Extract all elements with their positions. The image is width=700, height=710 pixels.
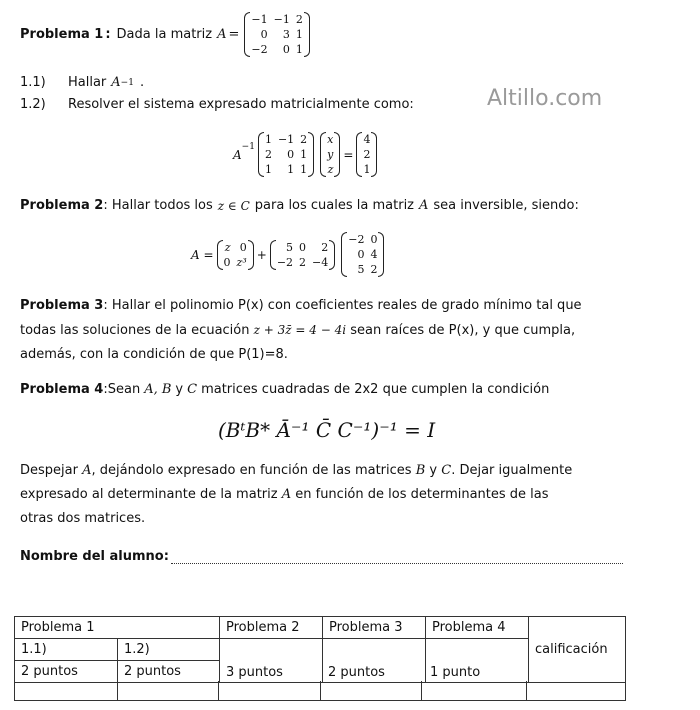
item-1-1: 1.1) Hallar A −1 . <box>20 75 145 90</box>
matrix-3x2: −2 0 0 4 5 2 <box>341 232 384 277</box>
problem-3-statement: Problema 3: Hallar el polinomio P(x) con coeficientes reales de grado mínimo tal que todas las soluciones de la ecuación z + 3z̄ = 4 − 4i sean raíces de P(x), y que cumpla, además, con la condición de que P(1)=8. <box>20 298 582 362</box>
rhs-vector: 4 2 1 <box>356 132 377 177</box>
header-problema-4: Problema 4 <box>426 617 529 639</box>
problem-3-title: Problema 3 <box>20 298 104 313</box>
student-name-line <box>20 548 623 566</box>
problem-4-instructions: Despejar A, dejándolo expresado en función de las matrices B y C. Dejar igualmente expresado al determinante de la matriz A en función de los determinantes de las otras dos matrices. <box>20 463 573 526</box>
points-p3: 2 puntos <box>328 665 385 680</box>
header-problema-2: Problema 2 <box>220 617 323 639</box>
points-p2: 3 puntos <box>226 665 283 680</box>
problem-2-equation: A = z 0 0 z³ + 5 0 2 −2 2 −4 −2 0 0 4 5 2 <box>191 232 387 277</box>
sub-1-2: 1.2) <box>118 639 220 661</box>
header-calificacion: calificación <box>529 617 626 683</box>
points-p4: 1 punto <box>430 665 481 680</box>
problem-4-formula: (BᵗB* Ā⁻¹ C̄ C⁻¹)⁻¹ = I <box>218 418 436 442</box>
problem-4-statement: Problema 4 :Sean A, B y C matrices cuadradas de 2x2 que cumplen la condición <box>20 382 550 397</box>
matrix-a: −1 −1 2 0 3 1 −2 0 1 <box>244 12 309 57</box>
problem-4-title: Problema 4 <box>20 382 104 397</box>
problem-2-statement: Problema 2 : Hallar todos los z ∈ C para los cuales la matriz A sea inversible, siendo: <box>20 198 579 213</box>
student-name-label: Nombre del alumno: <box>20 549 169 564</box>
table-row <box>15 617 626 639</box>
system-matrix: 1 −1 2 2 0 1 1 1 1 <box>258 132 314 177</box>
matrix-system: A $^{-1}$ 1 −1 2 2 0 1 1 1 1 x y z = 4 2 1 <box>233 132 380 177</box>
header-problema-3: Problema 3 <box>323 617 426 639</box>
problem-1-title: Problema 1 <box>20 26 104 42</box>
problem-1-statement: Problema 1 : Dada la matriz A = −1 −1 2 0 3 1 −2 0 1 <box>20 12 313 57</box>
sub-1-1: 1.1) <box>15 639 118 661</box>
unknowns-vector: x y z <box>320 132 340 177</box>
z-matrix: z 0 0 z³ <box>217 240 254 270</box>
matrix-2x3: 5 0 2 −2 2 −4 <box>270 240 335 270</box>
points-1-2: 2 puntos <box>118 661 220 683</box>
points-1-1: 2 puntos <box>15 661 118 683</box>
score-row[interactable] <box>14 681 626 701</box>
item-1-2: 1.2) Resolver el sistema expresado matricialmente como: <box>20 97 414 112</box>
header-problema-1: Problema 1 <box>15 617 220 639</box>
altillo-watermark: Altillo.com <box>487 86 603 111</box>
grade-table <box>14 616 626 683</box>
problem-1-text: Dada la matriz <box>116 26 213 42</box>
problem-2-title: Problema 2 <box>20 198 104 213</box>
student-name-field[interactable] <box>171 551 623 564</box>
